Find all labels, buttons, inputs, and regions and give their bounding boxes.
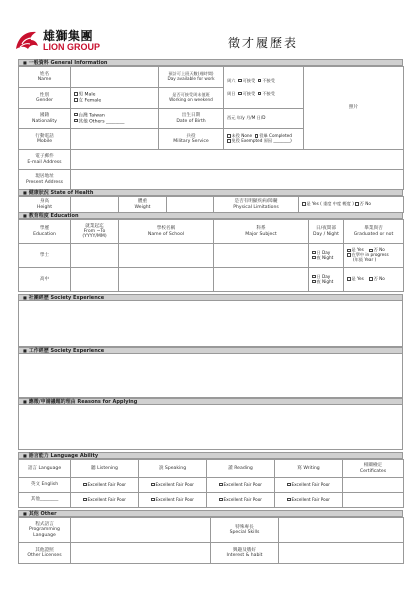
section-work-label: 工作經歷 Society Experience — [28, 348, 105, 354]
hs-grad-yes-checkbox[interactable] — [347, 277, 351, 281]
lang-col-header: 語言 Language — [19, 460, 71, 478]
special-skills-field[interactable] — [279, 518, 404, 543]
company-logo — [14, 28, 124, 54]
health-table — [18, 196, 404, 213]
section-health: ■ 健康狀況 State of Health — [18, 189, 403, 196]
language-table — [18, 459, 404, 508]
edu-level-header: 學歷 Education — [19, 220, 71, 244]
edu-graduated-header: 畢業與否 Graduated or not — [344, 220, 404, 244]
edu-daynight-header: 日/夜間部 Day / Night — [309, 220, 344, 244]
section-society: ■ 社團經歷 Society Experience — [18, 294, 403, 301]
dob-field[interactable]: 西元 年/y 月/M 日/D — [224, 109, 304, 129]
name-label: 姓名 Name — [19, 67, 71, 88]
mil-none-checkbox[interactable] — [227, 134, 231, 138]
bachelor-grad-yes-checkbox[interactable] — [347, 249, 351, 253]
other-cert-field[interactable] — [343, 493, 404, 508]
address-field[interactable] — [71, 170, 404, 190]
interest-label: 興趣及嗜好 Interest & habit — [211, 543, 279, 564]
nationality-label: 國籍 Nationality — [19, 109, 71, 129]
section-reasons: ■ 應徵/申請議題的理由 Reasons for Applying — [18, 398, 403, 405]
edu-hs-period[interactable] — [71, 268, 119, 292]
write-col-header: 寫 Writing — [275, 460, 343, 478]
sat-accept-checkbox[interactable] — [238, 79, 242, 83]
military-label: 兵役 Military Service — [159, 129, 224, 150]
bachelor-day-checkbox[interactable] — [312, 251, 316, 255]
section-society-label: 社團經歷 Society Experience — [28, 295, 105, 301]
limit-no-checkbox[interactable] — [355, 202, 359, 206]
section-education: ■ 教育程度 Education — [18, 212, 403, 219]
weekend-label: 是否可接受周末值班 Working on weekend — [159, 88, 224, 109]
logo-chinese-text: 雄獅集團 — [43, 29, 94, 43]
lion-logo-icon — [14, 29, 40, 53]
general-info-table — [18, 66, 404, 190]
hs-day-checkbox[interactable] — [312, 275, 316, 279]
licenses-label: 其他證照 Other Licenses — [19, 543, 71, 564]
bachelor-inprog-checkbox[interactable] — [347, 253, 351, 257]
mobile-label: 行動電話 Mobile — [19, 129, 71, 150]
edu-row-highschool — [19, 268, 404, 292]
email-label: 電子郵件 E-mail Address — [19, 150, 71, 170]
mobile-field[interactable] — [71, 129, 159, 150]
education-table — [18, 219, 404, 292]
military-options: 未役 None 役畢 Completed 免役 Exempted 原因 ________) — [224, 129, 304, 150]
edu-bachelor-school[interactable] — [119, 244, 214, 268]
sun-reject-checkbox[interactable] — [258, 92, 262, 96]
weight-label: 體重 Weight — [119, 197, 167, 213]
other-listen-scale[interactable]: Excellent Fair Poor — [71, 493, 139, 508]
section-other-label: 其他 Other — [28, 511, 57, 517]
english-write-scale[interactable]: Excellent Fair Poor — [275, 478, 343, 493]
section-other: ■ 其他 Other — [18, 510, 403, 517]
licenses-field[interactable] — [71, 543, 211, 564]
lang-row-other — [19, 493, 404, 508]
special-skills-label: 特殊專長 Special Skills — [211, 518, 279, 543]
edu-hs-major[interactable] — [214, 268, 309, 292]
section-education-label: 教育程度 Education — [28, 213, 79, 219]
section-general-info: ■ 一般資料 General Information — [18, 59, 403, 66]
work-experience-field[interactable] — [18, 354, 403, 398]
limitations-label: 是否有明顯疾病/障礙 Physical Limitations — [214, 197, 299, 213]
reasons-field[interactable] — [18, 405, 403, 450]
lang-row-other-label[interactable]: 其他________ — [19, 493, 71, 508]
limit-yes-checkbox[interactable] — [302, 202, 306, 206]
programming-field[interactable] — [71, 518, 211, 543]
height-field[interactable] — [71, 197, 119, 213]
interest-field[interactable] — [279, 543, 404, 564]
lang-row-english — [19, 478, 404, 493]
lang-row-english-label: 英文 English — [19, 478, 71, 493]
programming-label: 程式語言 Programming Language — [19, 518, 71, 543]
section-health-label: 健康狀況 State of Health — [28, 190, 94, 196]
edu-hs-school[interactable] — [119, 268, 214, 292]
bachelor-night-checkbox[interactable] — [312, 256, 316, 260]
read-col-header: 讀 Reading — [207, 460, 275, 478]
edu-hs-daynight: 日 Day 夜 Night — [309, 268, 344, 292]
weekend-options: 周六 可接受 不接受 周日 可接受 不接受 — [224, 67, 304, 109]
society-experience-field[interactable] — [18, 301, 403, 347]
days-available-label: 預計可上班天數(週時間) Day available for work — [159, 67, 224, 88]
nationality-options: 台灣 Taiwan 其他 Others ________ — [71, 109, 159, 129]
name-field[interactable] — [71, 67, 159, 88]
cert-col-header: 相關檢定 Certificates — [343, 460, 404, 478]
edu-bachelor-period[interactable] — [71, 244, 119, 268]
other-table — [18, 517, 404, 564]
edu-bachelor-graduated: 是 Yes 否 No 在學中 in progress (年級 Year ) — [344, 244, 404, 268]
photo-box[interactable] — [304, 67, 404, 150]
edu-row-bachelor — [19, 244, 404, 268]
height-label: 身高 Height — [19, 197, 71, 213]
edu-school-header: 學校名稱 Name of School — [119, 220, 214, 244]
other-write-scale[interactable]: Excellent Fair Poor — [275, 493, 343, 508]
edu-row-bachelor-label: 學士 — [19, 244, 71, 268]
edu-bachelor-major[interactable] — [214, 244, 309, 268]
female-checkbox[interactable] — [74, 98, 78, 102]
address-label: 現居地址 Present Address — [19, 170, 71, 190]
hs-night-checkbox[interactable] — [312, 280, 316, 284]
edu-bachelor-daynight: 日 Day 夜 Night — [309, 244, 344, 268]
taiwan-checkbox[interactable] — [74, 113, 78, 117]
english-read-scale[interactable]: Excellent Fair Poor — [207, 478, 275, 493]
edu-major-header: 科系 Major Subject — [214, 220, 309, 244]
sat-reject-checkbox[interactable] — [258, 79, 262, 83]
gender-options: 男 Male 女 Female — [71, 88, 159, 109]
gender-label: 性別 Gender — [19, 88, 71, 109]
email-field[interactable] — [71, 150, 404, 170]
section-work: ■ 工作經歷 Society Experience — [18, 347, 403, 354]
edu-row-highschool-label: 高中 — [19, 268, 71, 292]
section-reasons-label: 應徵/申請議題的理由 Reasons for Applying — [28, 399, 138, 405]
weight-field[interactable] — [167, 197, 214, 213]
listen-col-header: 聽 Listening — [71, 460, 139, 478]
male-checkbox[interactable] — [74, 92, 78, 96]
other-read-scale[interactable]: Excellent Fair Poor — [207, 493, 275, 508]
hs-grad-no-checkbox[interactable] — [369, 277, 373, 281]
sun-accept-checkbox[interactable] — [238, 92, 242, 96]
others-checkbox[interactable] — [74, 119, 78, 123]
mil-exempt-checkbox[interactable] — [227, 139, 231, 143]
english-listen-scale[interactable]: Excellent Fair Poor — [71, 478, 139, 493]
other-speak-scale[interactable]: Excellent Fair Poor — [139, 493, 207, 508]
logo-english-text: LION GROUP — [43, 42, 101, 52]
speak-col-header: 說 Speaking — [139, 460, 207, 478]
photo-label: 照片 — [348, 105, 359, 111]
section-general-info-label: 一般資料 General Information — [28, 60, 108, 66]
english-cert-field[interactable] — [343, 478, 404, 493]
section-language-label: 語言能力 Language Ability — [28, 453, 99, 459]
edu-hs-graduated: 是 Yes 否 No — [344, 268, 404, 292]
english-speak-scale[interactable]: Excellent Fair Poor — [139, 478, 207, 493]
edu-period-header: 就業起迄 From ~To (YYYY/MM) — [71, 220, 119, 244]
dob-label: 出生日期 Date of Birth — [159, 109, 224, 129]
section-language: ■ 語言能力 Language Ability — [18, 452, 403, 459]
form-title: 徵才履歷表 — [228, 36, 299, 50]
limitations-options: 是 Yes ( 重度 中度 輕度 ) 否 No — [299, 197, 404, 213]
